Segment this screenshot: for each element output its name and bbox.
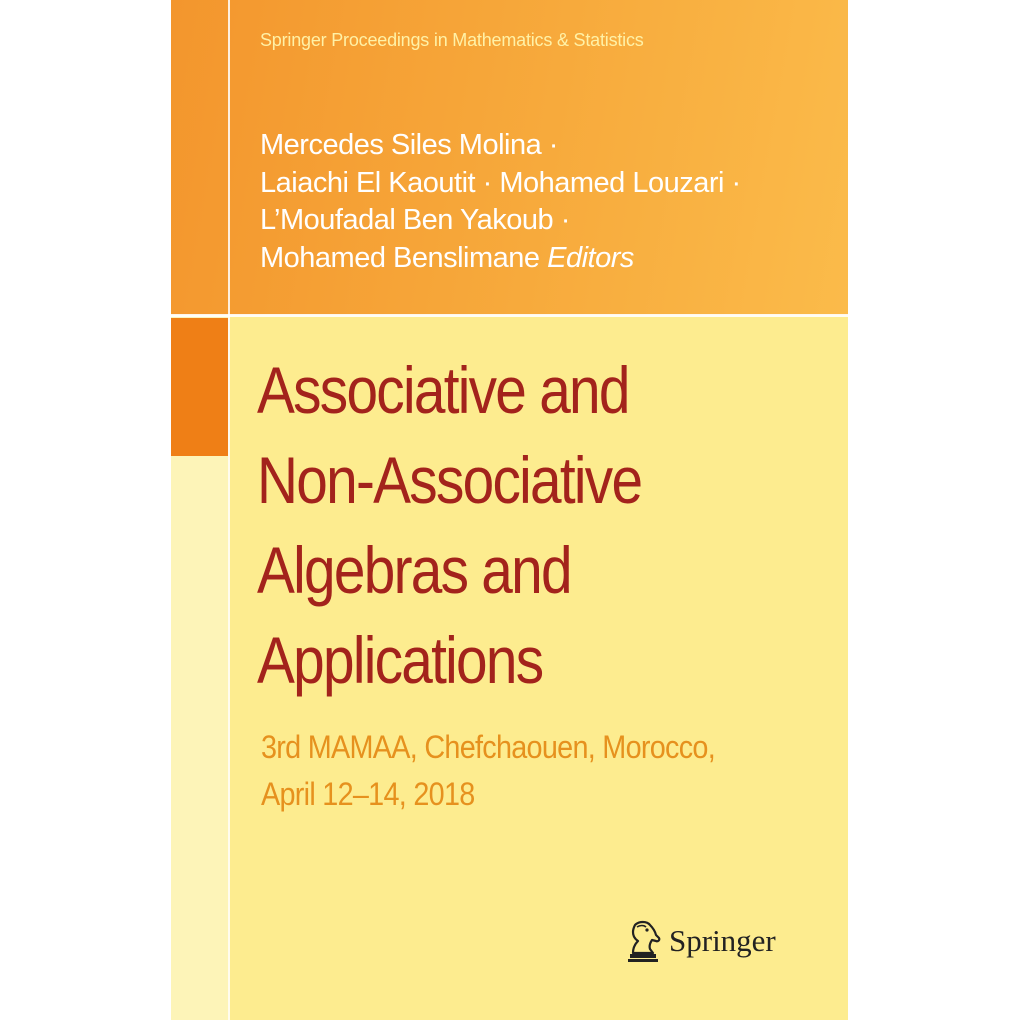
editors-list	[260, 127, 741, 277]
title-line: Non-Associative	[257, 443, 642, 517]
springer-knight-icon	[623, 919, 663, 963]
horizontal-divider	[171, 314, 848, 317]
subtitle-line: April 12–14, 2018	[261, 776, 475, 812]
editor-name: Mohamed Benslimane	[260, 241, 540, 274]
title-line: Associative and	[257, 353, 629, 427]
editor-line: Laiachi El Kaoutit · Mohamed Louzari ·	[260, 166, 741, 199]
vertical-divider	[228, 0, 230, 1020]
book-cover	[171, 0, 848, 1020]
book-title	[257, 345, 641, 705]
book-subtitle	[261, 724, 715, 818]
title-line: Algebras and	[257, 533, 571, 607]
subtitle-line: 3rd MAMAA, Chefchaouen, Morocco,	[261, 729, 715, 765]
left-accent-block	[171, 318, 228, 456]
publisher-logo	[623, 918, 776, 964]
editor-line: L’Moufadal Ben Yakoub ·	[260, 204, 570, 236]
title-line: Applications	[257, 623, 543, 697]
editors-role-label: Editors	[547, 241, 634, 274]
series-name: Springer Proceedings in Mathematics & Statistics	[260, 30, 644, 50]
editor-line	[260, 240, 741, 278]
editor-line: Mercedes Siles Molina ·	[260, 129, 558, 161]
publisher-name: Springer	[669, 923, 776, 958]
